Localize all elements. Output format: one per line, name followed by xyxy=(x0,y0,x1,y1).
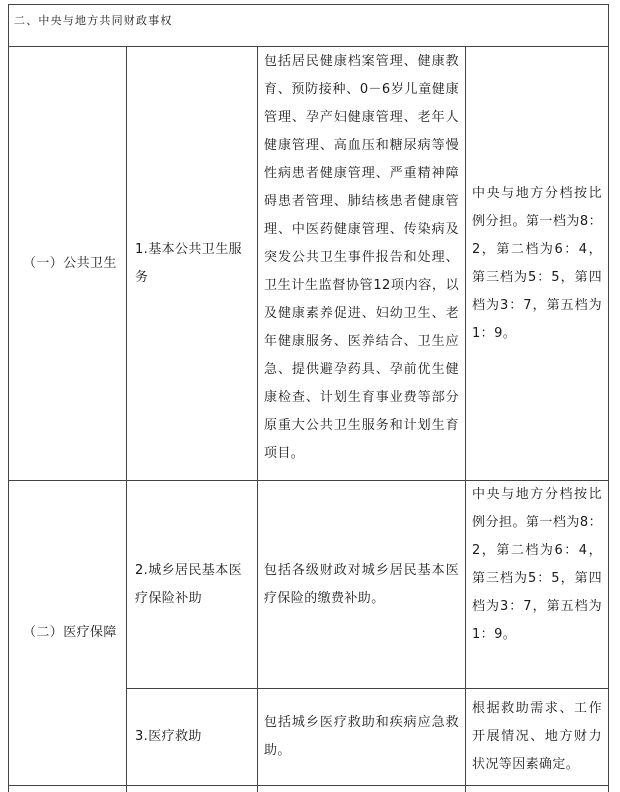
burden-medical-assistance xyxy=(466,689,608,785)
category-label: （一）公共卫生 xyxy=(23,255,117,271)
burden-basic-public-health-service xyxy=(466,47,608,480)
item-medical-assistance xyxy=(127,689,257,785)
item-label: 1.基本公共卫生服务 xyxy=(135,241,243,285)
content-text: 包括城乡医疗救助和疾病应急救助。 xyxy=(264,715,459,758)
item-resident-medical-insurance-subsidy xyxy=(127,481,257,688)
table-border-top xyxy=(8,4,609,5)
section-title: 二、中央与地方共同财政事权 xyxy=(14,14,173,27)
category-label: （二）医疗保障 xyxy=(23,625,117,640)
burden-resident-medical-insurance-subsidy: 中央与地方分档按比例分担。第一档为8：2，第二档为6：4，第三档为5：5，第四档为3：7，第五档为1：9。 xyxy=(472,487,602,642)
content-medical-assistance xyxy=(258,689,465,785)
burden-text: 根据救助需求、工作开展情况、地方财力状况等因素确定。 xyxy=(472,701,602,772)
table-border-right xyxy=(608,4,609,792)
category-medical-security xyxy=(9,481,126,785)
row-3-bottom-rule xyxy=(8,785,609,786)
item-basic-public-health-service xyxy=(127,47,257,480)
content-basic-public-health-service: 包括居民健康档案管理、健康教育、预防接种、0－6岁儿童健康管理、孕产妇健康管理、老年人健康管理、高血压和糖尿病等慢性病患者健康管理、严重精神障碍患者管理、肺结核患者健康管理、中医药健康管理、传染病及突发公共卫生事件报告和处理、卫生计生监督协管12项内容，以及健康素养促进、妇幼卫生、老年健康服务、医养结合、卫生应急、提供避孕药具、孕前优生健康检查、计划生育事业费等部分原重大公共卫生服务和计划生育项目。 xyxy=(264,54,459,461)
item-label: 2.城乡居民基本医疗保险补助 xyxy=(135,562,243,606)
burden-text: 中央与地方分档按比例分担。第一档为8：2，第二档为6：4，第三档为5：5，第四档为3：7，第五档为1：9。 xyxy=(472,185,602,341)
content-text: 包括各级财政对城乡居民基本医疗保险的缴费补助。 xyxy=(264,562,459,606)
content-resident-medical-insurance-subsidy xyxy=(258,481,465,688)
item-label: 3.医疗救助 xyxy=(135,729,202,744)
category-public-health xyxy=(9,47,126,480)
